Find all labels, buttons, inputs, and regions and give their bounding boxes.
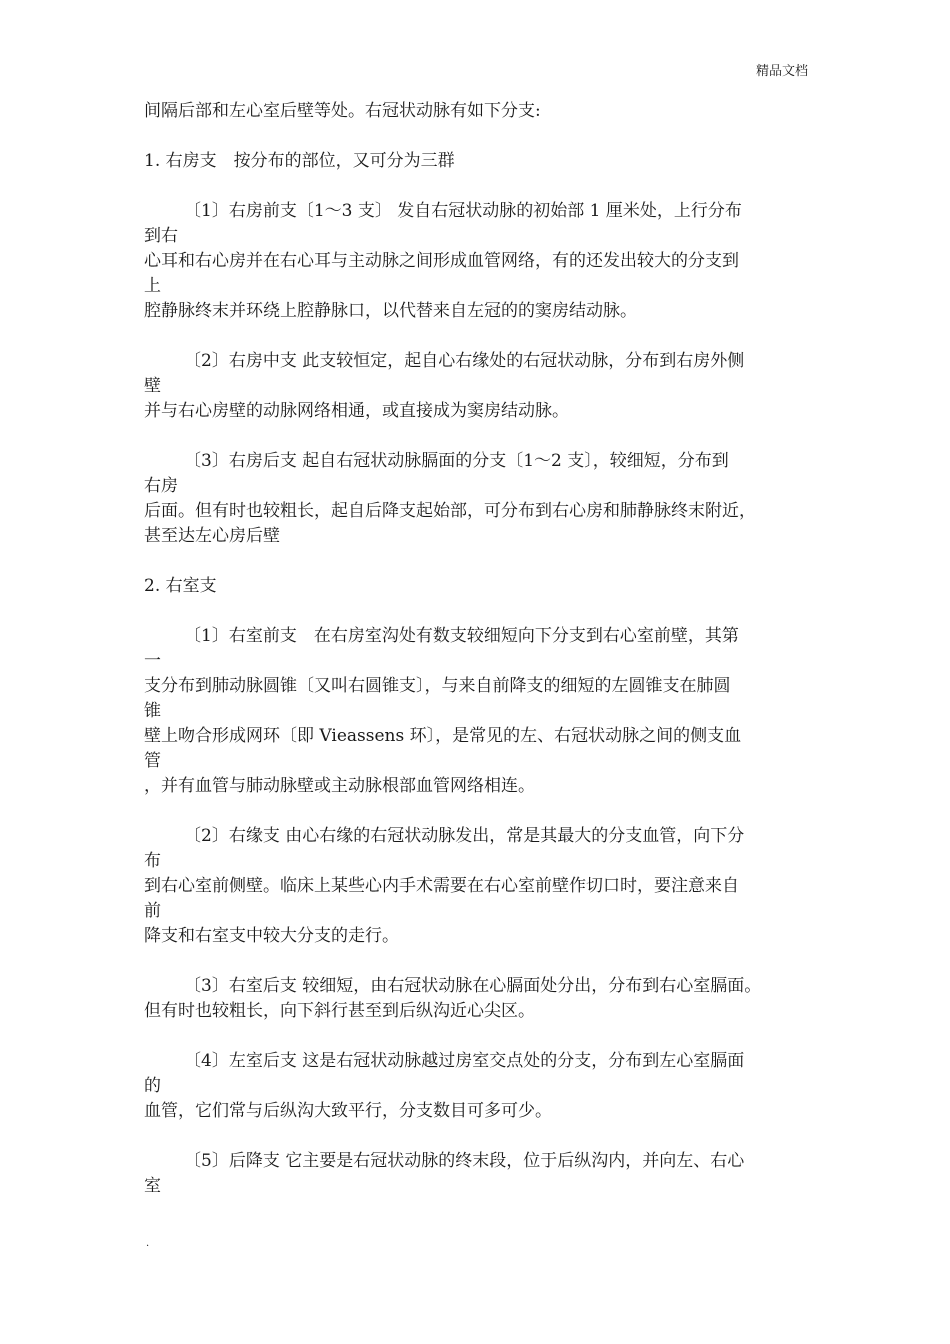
text-line: 上	[144, 276, 161, 296]
text-line: 布	[144, 851, 161, 871]
text-line: 前	[144, 901, 161, 921]
text-line: 腔静脉终末并环绕上腔静脉口，以代替来自左冠的的窦房结动脉。	[144, 301, 637, 321]
text-line: 〔1〕右房前支〔1～3 支〕 发自右冠状动脉的初始部 1 厘米处，上行分布	[184, 201, 742, 221]
text-line: ，并有血管与肺动脉壁或主动脉根部血管网络相连。	[144, 776, 535, 796]
text-line: 心耳和右心房并在右心耳与主动脉之间形成血管网络，有的还发出较大的分支到	[144, 251, 739, 271]
text-line: 降支和右室支中较大分支的走行。	[144, 926, 399, 946]
header-tag: 精品文档	[755, 64, 808, 79]
section-heading: 1. 右房支 按分布的部位，又可分为三群	[144, 151, 455, 171]
text-line: 〔3〕右室后支 较细短，由右冠状动脉在心膈面处分出，分布到右心室膈面。	[184, 976, 762, 996]
text-line: 并与右心房壁的动脉网络相通，或直接成为窦房结动脉。	[144, 401, 569, 421]
footer-mark: .	[146, 1238, 150, 1249]
text-line: 〔5〕后降支 它主要是右冠状动脉的终末段，位于后纵沟内，并向左、右心	[184, 1151, 745, 1171]
text-line: 壁	[144, 376, 161, 396]
section-heading: 2. 右室支	[144, 576, 217, 596]
text-line: 〔1〕右室前支 在右房室沟处有数支较细短向下分支到右心室前壁，其第	[184, 626, 739, 646]
text-line: 右房	[144, 476, 178, 496]
text-line: 血管，它们常与后纵沟大致平行，分支数目可多可少。	[144, 1101, 552, 1121]
text-line: 甚至达左心房后壁	[144, 526, 280, 546]
text-line: 壁上吻合形成网环〔即 Vieassens 环〕，是常见的左、右冠状动脉之间的侧支血	[144, 726, 742, 746]
text-line: 间隔后部和左心室后壁等处。右冠状动脉有如下分支:	[144, 101, 541, 121]
text-line: 一	[144, 651, 161, 671]
text-line: 〔2〕右房中支 此支较恒定，起自心右缘处的右冠状动脉，分布到右房外侧	[184, 351, 745, 371]
text-line: 到右心室前侧壁。临床上某些心内手术需要在右心室前壁作切口时，要注意来自	[144, 876, 739, 896]
text-line: 但有时也较粗长，向下斜行甚至到后纵沟近心尖区。	[144, 1001, 535, 1021]
text-line: 〔3〕右房后支 起自右冠状动脉膈面的分支〔1～2 支〕，较细短，分布到	[184, 451, 729, 471]
text-line: 室	[144, 1176, 161, 1196]
text-line: 后面。但有时也较粗长，起自后降支起始部，可分布到右心房和肺静脉终末附近，	[144, 501, 756, 521]
text-line: 锥	[144, 701, 161, 721]
text-line: 到右	[144, 226, 178, 246]
text-line: 〔2〕右缘支 由心右缘的右冠状动脉发出，常是其最大的分支血管，向下分	[184, 826, 745, 846]
text-line: 〔4〕左室后支 这是右冠状动脉越过房室交点处的分支，分布到左心室膈面	[184, 1051, 745, 1071]
text-line: 管	[144, 751, 161, 771]
text-line: 支分布到肺动脉圆锥〔又叫右圆锥支〕，与来自前降支的细短的左圆锥支在肺圆	[144, 676, 731, 696]
text-line: 的	[144, 1076, 161, 1096]
